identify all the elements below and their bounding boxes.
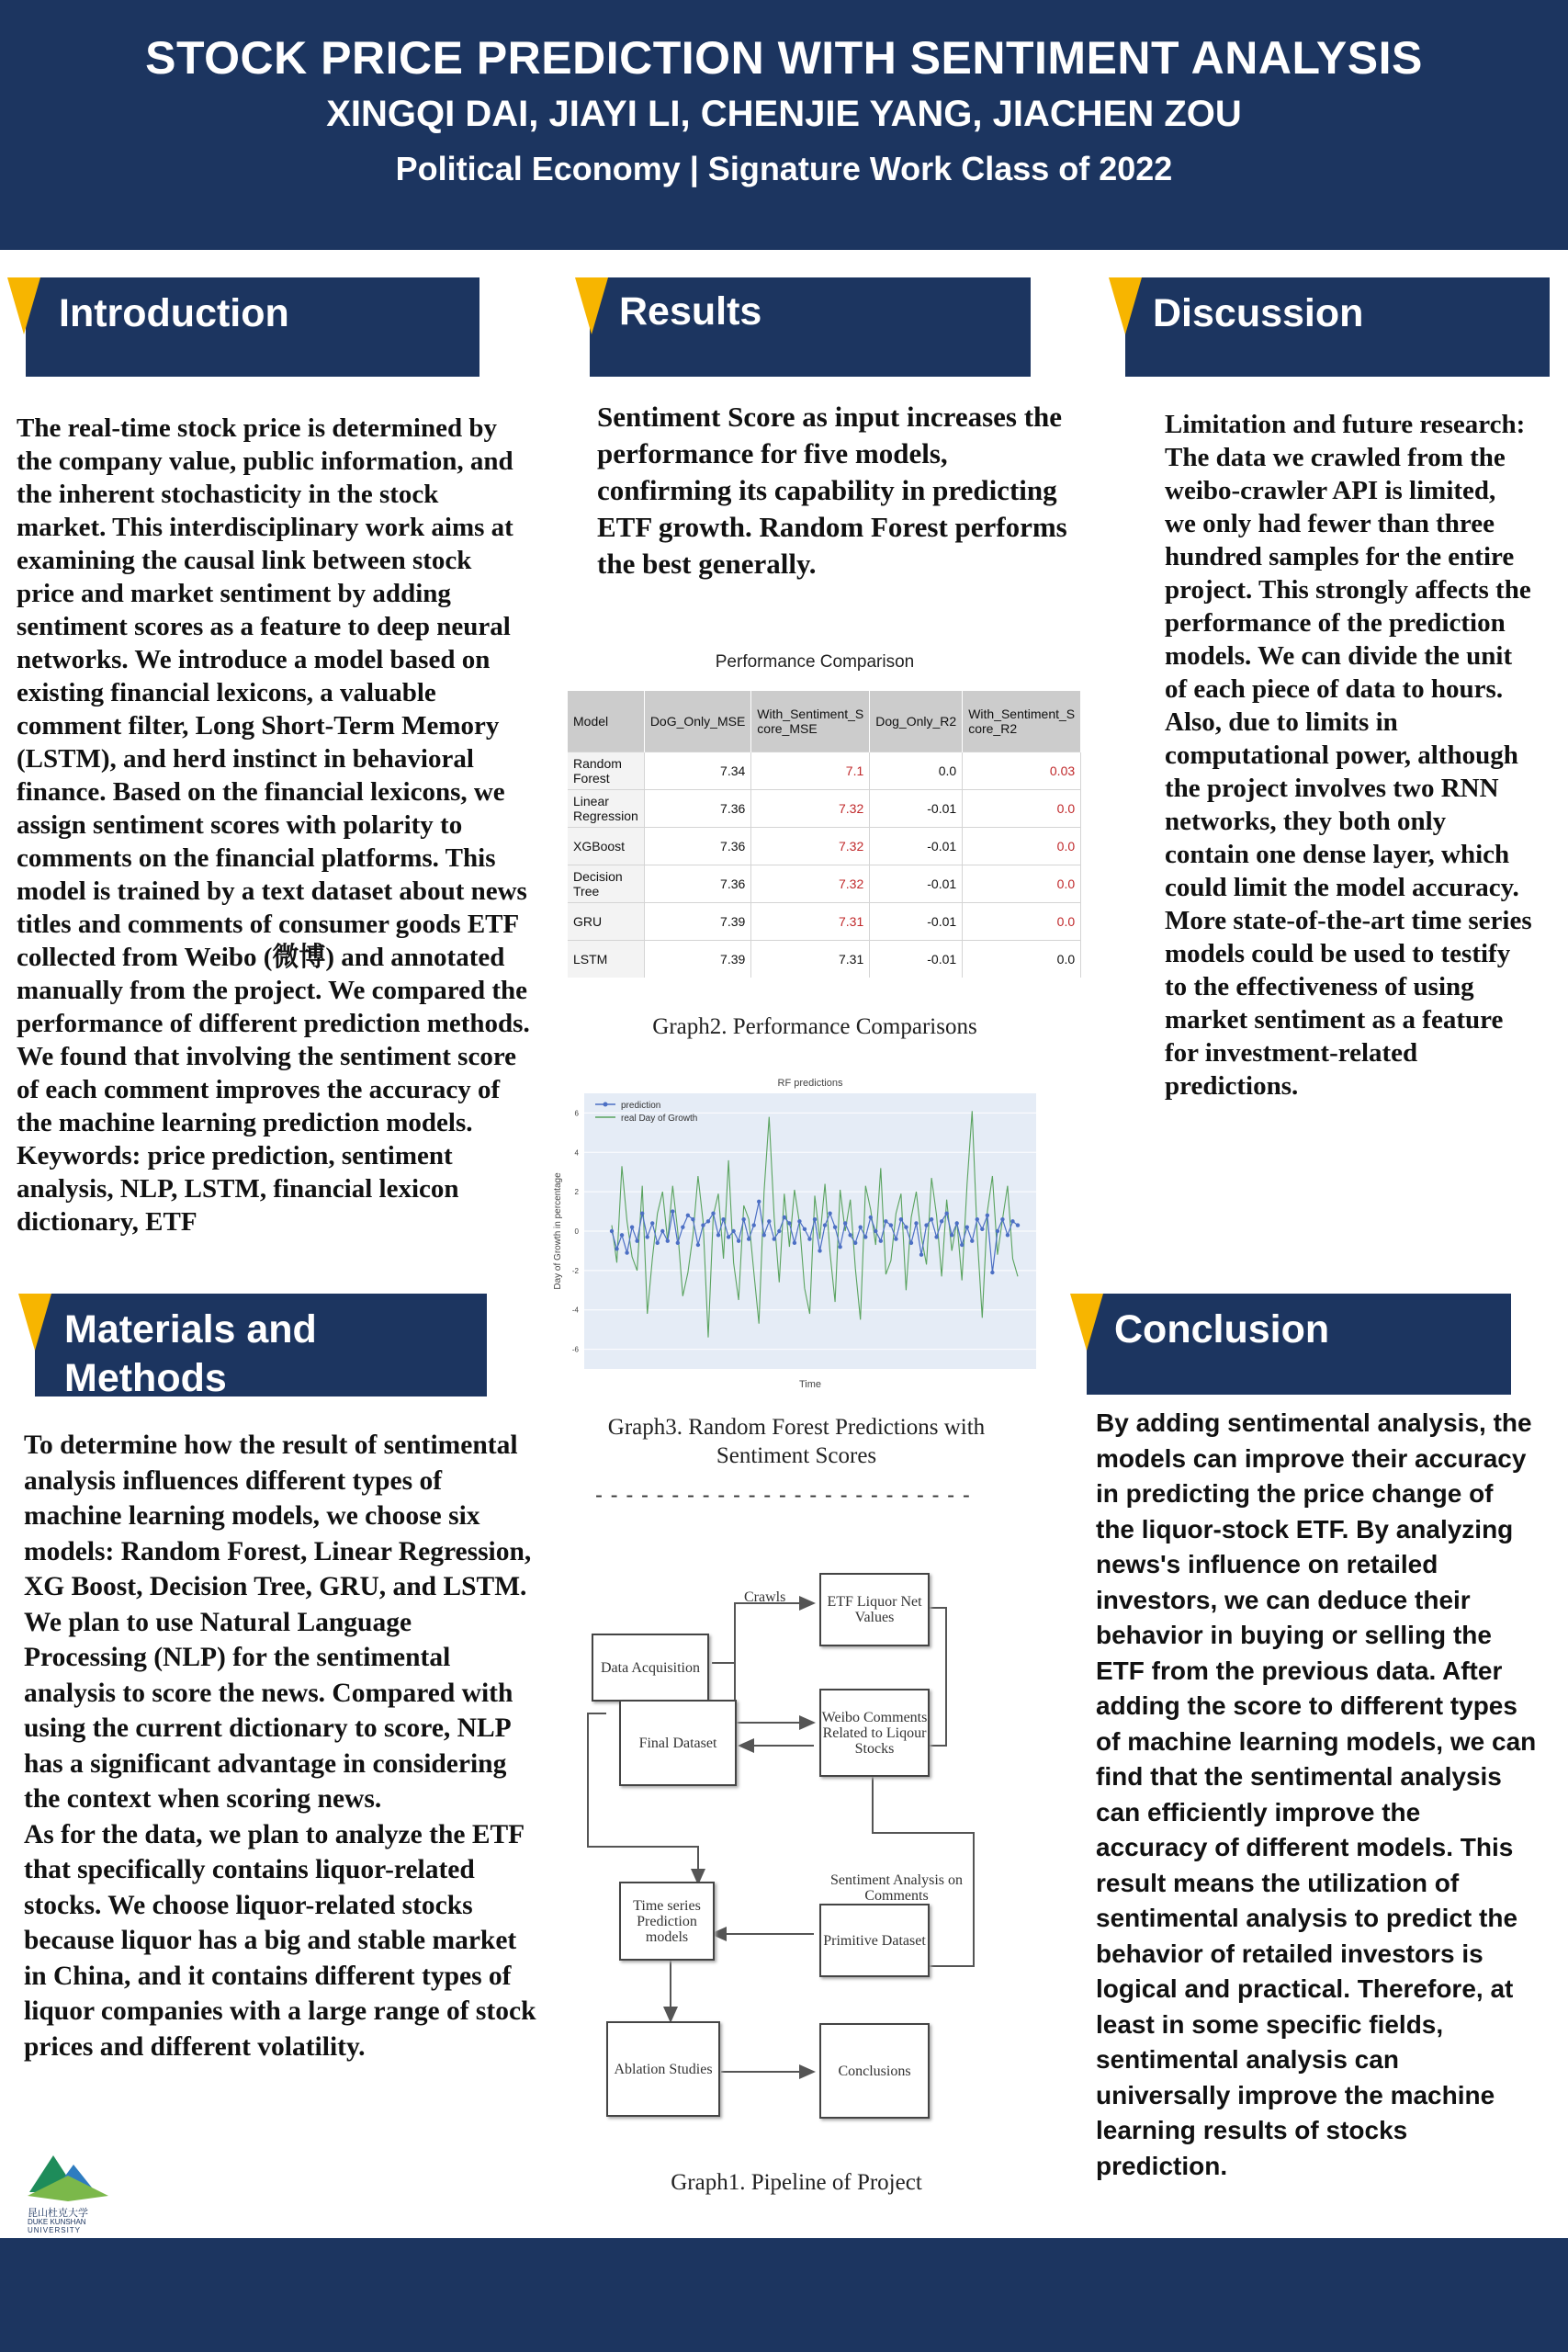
performance-table-cell: 0.0	[963, 903, 1081, 941]
chart-title: RF predictions	[777, 1078, 843, 1089]
performance-table-cell: -0.01	[870, 828, 963, 865]
chart-point	[660, 1229, 664, 1233]
performance-table-cell: 7.39	[644, 903, 750, 941]
performance-table-row	[568, 903, 1081, 941]
chart-point	[706, 1219, 710, 1223]
pipeline-separator: - - - - - - - - - - - - - - - - - - - - - - - - -	[595, 1483, 971, 1508]
chart-legend-label: prediction	[621, 1101, 661, 1111]
pipeline-node-conclusions: Conclusions	[819, 2023, 930, 2119]
performance-table-cell: 7.31	[751, 903, 870, 941]
performance-table-row	[568, 828, 1081, 865]
materials-text-part1: To determine how the result of sentimental analysis influences different types of machine learning models, we choose six models: Random Forest, Linear Regression, XG Boost, Decision Tree, GRU, and LSTM. We plan to use Natural Language Processing (NLP) for the sentimental analysis to score the news. Compared with using the current dictionary to score, NLP has a significant advantage in considering the context when scoring news.	[24, 1430, 532, 1814]
performance-table-cell: 7.36	[644, 865, 750, 903]
logo-mountain-icon	[26, 2148, 110, 2203]
materials-text-part2: As for the data, we plan to analyze the ETF that specifically contains liquor-related stocks. We choose liquor-related stocks because liquor has a big and stable market in China, and it contains different types of liquor companies with a large range of stock prices and different volatility.	[24, 1819, 536, 2062]
chart-point	[676, 1241, 680, 1245]
chart-point	[909, 1241, 913, 1245]
introduction-heading	[26, 277, 479, 377]
results-heading	[590, 277, 1031, 377]
chart-point	[767, 1219, 771, 1223]
chart-point	[671, 1209, 674, 1213]
performance-table-caption: Graph2. Performance Comparisons	[652, 1014, 977, 1039]
performance-table-title: Performance Comparison	[715, 652, 915, 672]
chart-point	[838, 1245, 841, 1249]
poster-header	[0, 0, 1568, 250]
discussion-heading	[1125, 277, 1550, 377]
logo-text-en1: DUKE KUNSHAN	[28, 2218, 86, 2226]
chart-point	[894, 1237, 897, 1240]
chart-point	[747, 1237, 750, 1240]
chart-point	[884, 1219, 887, 1223]
logo-text-cn: 昆山杜克大学	[28, 2207, 88, 2219]
chart-point	[777, 1229, 781, 1233]
chart-ytick-label: 4	[574, 1148, 579, 1158]
performance-table-cell: 7.31	[751, 941, 870, 978]
chart-xlabel: Time	[798, 1379, 822, 1390]
performance-table-cell: Linear Regression	[568, 790, 644, 828]
materials-heading	[35, 1294, 487, 1400]
chart-point	[610, 1229, 614, 1233]
chart-point	[681, 1226, 684, 1229]
chart-point	[940, 1219, 943, 1223]
materials-heading-line2: Methods	[64, 1356, 227, 1400]
chart-point	[980, 1227, 984, 1231]
pipeline-node-etf-liquor: ETF Liquor Net Values	[819, 1573, 930, 1646]
chart-point	[955, 1221, 959, 1225]
chart-point	[757, 1200, 761, 1204]
poster-title: STOCK PRICE PREDICTION WITH SENTIMENT ANALYSIS	[145, 32, 1423, 84]
chart-point	[899, 1217, 903, 1221]
performance-table-header-cell: DoG_Only_MSE	[644, 691, 750, 752]
chart-ytick-label: 6	[574, 1109, 579, 1118]
chart-point	[762, 1233, 766, 1237]
chart-point	[1016, 1223, 1020, 1227]
performance-table-cell: 0.0	[963, 941, 1081, 978]
chart-point	[666, 1239, 670, 1243]
chart-point	[1006, 1233, 1010, 1237]
rf-chart-caption: Graph3. Random Forest Predictions with Sentiment Scores	[607, 1415, 986, 1468]
pipeline-diagram	[579, 1553, 1010, 2168]
chart-point	[930, 1217, 933, 1221]
chart-point	[859, 1226, 863, 1229]
chart-point	[656, 1241, 660, 1245]
pipeline-label-crawls: Crawls	[744, 1589, 786, 1605]
performance-table-row	[568, 752, 1081, 790]
results-heading-text: Results	[619, 289, 762, 334]
chart-point	[879, 1239, 883, 1243]
discussion-accent	[1109, 277, 1142, 334]
performance-table-cell: 7.32	[751, 790, 870, 828]
chart-point	[615, 1247, 618, 1250]
performance-table-cell: 7.32	[751, 865, 870, 903]
chart-point	[787, 1221, 791, 1225]
pipeline-node-final-dataset: Final Dataset	[619, 1700, 737, 1786]
chart-point	[843, 1221, 847, 1225]
conclusion-text: By adding sentimental analysis, the models can improve their accuracy in predicting the price change of the liquor-stock ETF. By analyzing news's influence on retailed investors, we can deduce their behavior in buying or selling the ETF from the previous data. After adding the score to different types of machine learning models, we can find that the sentimental analysis can efficiently improve the accuracy of different models. This result means the utilization of sentimental analysis to predict the behavior of retailed investors is logical and practical. Therefore, at least in some specific fields, sentimental analysis can universally improve the machine learning results of stocks prediction.	[1096, 1408, 1537, 2180]
performance-table-header-cell: Dog_Only_R2	[870, 691, 963, 752]
chart-point	[996, 1229, 999, 1233]
chart-point	[807, 1237, 811, 1240]
chart-ytick-label: -2	[571, 1266, 579, 1275]
chart-point	[1010, 1219, 1014, 1223]
pipeline-caption: Graph1. Pipeline of Project	[671, 2170, 922, 2195]
chart-point	[960, 1243, 964, 1247]
chart-ytick-label: -6	[571, 1345, 579, 1354]
chart-point	[737, 1239, 740, 1243]
chart-point	[625, 1250, 628, 1254]
performance-table-cell: GRU	[568, 903, 644, 941]
chart-point	[914, 1221, 918, 1225]
performance-table-row	[568, 865, 1081, 903]
conclusion-heading	[1087, 1294, 1511, 1395]
chart-point	[716, 1233, 720, 1237]
chart-point	[950, 1233, 953, 1237]
pipeline-node-ablation: Ablation Studies	[606, 2021, 720, 2117]
chart-point	[823, 1223, 827, 1227]
chart-point	[783, 1216, 786, 1219]
poster-footer	[0, 2238, 1568, 2352]
performance-table-row	[568, 790, 1081, 828]
performance-table-cell: -0.01	[870, 865, 963, 903]
performance-table-cell: Decision Tree	[568, 865, 644, 903]
chart-point	[813, 1217, 817, 1221]
performance-table	[568, 691, 1081, 978]
chart-point	[727, 1235, 730, 1238]
performance-table-body	[568, 752, 1081, 978]
chart-point	[976, 1217, 979, 1221]
pipeline-label-sentiment: Sentiment Analysis on Comments	[830, 1872, 963, 1904]
results-accent	[575, 277, 608, 334]
chart-point	[650, 1221, 654, 1225]
performance-table-cell: 7.34	[644, 752, 750, 790]
chart-point	[889, 1223, 893, 1227]
performance-table-cell: 7.36	[644, 828, 750, 865]
chart-point	[645, 1235, 649, 1238]
pipeline-node-weibo-comments: Weibo Comments Related to Liqour Stocks	[819, 1689, 930, 1777]
chart-point	[828, 1212, 831, 1216]
chart-point	[630, 1226, 634, 1229]
performance-table-cell: LSTM	[568, 941, 644, 978]
chart-point	[620, 1233, 624, 1237]
introduction-text: The real-time stock price is determined by the company value, public information, and the inherent stochasticity in the stock market. This interdisciplinary work aims at examining the causal link between stock price and market sentiment by adding sentiment scores as a feature to deep neural networks. We introduce a model based on existing financial lexicons, a valuable comment filter, Long Short-Term Memory (LSTM), and herd instinct in behavioral finance. Based on the financial lexicons, we assign sentiment scores with polarity to comments on the financial platforms. This model is trained by a text dataset about news titles and comments of consumer goods ETF collected from Weibo (微博) and annotated manually from the project. We compared the performance of different prediction methods. We found that involving the sentiment score of each comment improves the accuracy of the machine learning prediction models. Keywords: price prediction, sentiment analysis, NLP, LSTM, financial lexicon dictionary, ETF	[17, 413, 530, 1237]
chart-point	[944, 1212, 948, 1216]
discussion-text	[1165, 408, 1532, 1102]
performance-table-cell: -0.01	[870, 941, 963, 978]
chart-point	[797, 1219, 801, 1223]
pipeline-node-data-acquisition: Data Acquisition	[592, 1634, 709, 1702]
chart-point	[696, 1243, 700, 1247]
chart-point	[701, 1223, 705, 1227]
chart-legend-label: real Day of Growth	[621, 1114, 698, 1124]
performance-table-cell: 0.0	[963, 865, 1081, 903]
introduction-accent	[7, 277, 40, 334]
rf-predictions-svg	[549, 1073, 1045, 1395]
chart-point	[924, 1223, 928, 1227]
pipeline-node-primitive-dataset: Primitive Dataset	[819, 1904, 930, 1977]
chart-ytick-label: -4	[571, 1306, 579, 1315]
chart-point	[793, 1241, 796, 1245]
chart-point	[965, 1226, 969, 1229]
poster-affiliation: Political Economy | Signature Work Class of 2022	[395, 150, 1173, 187]
performance-table-header-cell: With_Sentiment_S core_MSE	[751, 691, 870, 752]
performance-table-cell: 7.39	[644, 941, 750, 978]
discussion-text-part3: Also, due to limits in computational power, although the project involves two RNN networks, they both only contain one dense layer, which could limit the model accuracy. More state-of-the-art time series models could be used to testify to the effectiveness of using market sentiment as a feature for investment-related predictions.	[1165, 707, 1532, 1101]
performance-table-cell: XGBoost	[568, 828, 644, 865]
chart-point	[773, 1237, 776, 1240]
chart-point	[731, 1229, 735, 1233]
chart-point	[970, 1239, 974, 1243]
conclusion-accent	[1070, 1294, 1103, 1351]
performance-table-header-cell: Model	[568, 691, 644, 752]
chart-point	[990, 1271, 994, 1274]
chart-point	[1000, 1217, 1004, 1221]
performance-table-cell: -0.01	[870, 790, 963, 828]
chart-ylabel: Day of Growth in percentage	[553, 1172, 563, 1290]
discussion-text-part2: The data we crawled from the weibo-crawler API is limited, we only had fewer than three hundred samples for the entire project. This strongly affects the performance of the prediction models. We can divide the unit of each piece of data to hours.	[1165, 443, 1531, 704]
chart-point	[919, 1253, 923, 1257]
materials-text	[24, 1428, 538, 2064]
chart-point	[848, 1233, 852, 1237]
chart-point	[934, 1235, 938, 1238]
introduction-heading-text: Introduction	[59, 291, 289, 335]
chart-point	[686, 1214, 690, 1217]
chart-point	[640, 1212, 644, 1216]
discussion-text-part1: Limitation and future research:	[1165, 410, 1526, 439]
chart-ytick-label: 2	[574, 1188, 579, 1197]
performance-table-header-row	[568, 691, 1081, 752]
chart-point	[869, 1216, 873, 1219]
performance-table-cell: 7.32	[751, 828, 870, 865]
performance-table-cell: 7.36	[644, 790, 750, 828]
chart-legend-marker	[604, 1102, 608, 1107]
performance-table-cell: -0.01	[870, 903, 963, 941]
chart-point	[752, 1223, 756, 1227]
chart-point	[986, 1214, 989, 1217]
chart-point	[863, 1235, 867, 1238]
chart-point	[853, 1241, 857, 1245]
performance-table-wrapper	[568, 691, 1076, 978]
chart-point	[818, 1249, 821, 1252]
chart-point	[741, 1217, 745, 1221]
performance-table-header-cell: With_Sentiment_S core_R2	[963, 691, 1081, 752]
performance-table-row	[568, 941, 1081, 978]
chart-point	[803, 1227, 807, 1231]
chart-point	[635, 1239, 638, 1243]
poster-authors: XINGQI DAI, JIAYI LI, CHENJIE YANG, JIACHEN ZOU	[326, 94, 1242, 134]
chart-point	[904, 1226, 908, 1229]
rf-predictions-chart	[549, 1073, 1045, 1395]
performance-table-cell: 0.0	[870, 752, 963, 790]
discussion-heading-text: Discussion	[1153, 291, 1364, 335]
chart-ytick-label: 0	[574, 1227, 579, 1236]
pipeline-node-time-series: Time series Prediction models	[619, 1882, 715, 1961]
chart-point	[721, 1217, 725, 1221]
performance-table-cell: 0.0	[963, 790, 1081, 828]
materials-accent	[18, 1294, 51, 1351]
chart-point	[691, 1217, 694, 1221]
performance-table-cell: 0.03	[963, 752, 1081, 790]
performance-table-cell: 7.1	[751, 752, 870, 790]
logo-text-en2: UNIVERSITY	[28, 2226, 82, 2234]
chart-point	[874, 1229, 877, 1233]
chart-point	[711, 1212, 715, 1216]
performance-table-cell: Random Forest	[568, 752, 644, 790]
university-logo	[26, 2148, 110, 2233]
performance-table-cell: 0.0	[963, 828, 1081, 865]
results-text: Sentiment Score as input increases the performance for five models, confirming its capability in predicting ETF growth. Random Forest performs the best generally.	[597, 401, 1067, 580]
conclusion-heading-text: Conclusion	[1114, 1307, 1330, 1351]
chart-point	[833, 1226, 837, 1229]
materials-heading-line1: Materials and	[64, 1307, 317, 1351]
